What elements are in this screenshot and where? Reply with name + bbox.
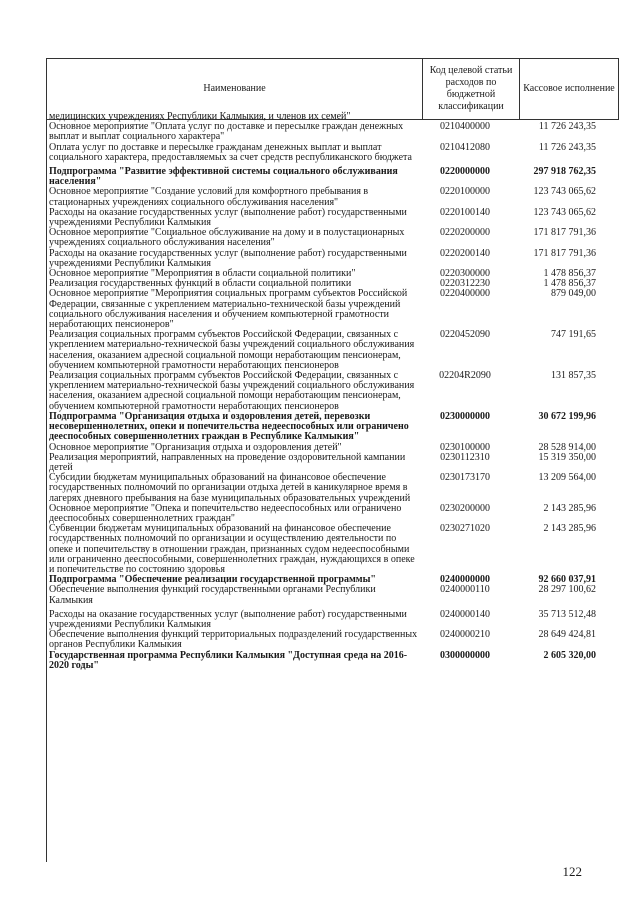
row-code: 0220400000	[440, 288, 490, 300]
row-sum: 171 817 791,36	[533, 247, 596, 259]
table-row	[47, 289, 606, 330]
table-row	[47, 143, 606, 163]
row-name: Расходы на оказание государственных услуг (выполнение работ) государственными учреждениями Республики Калмыкия	[49, 247, 407, 269]
table-row	[47, 330, 606, 371]
table-body	[46, 111, 606, 862]
row-name: Основное мероприятие "Создание условий для комфортного пребывания в стационарных учреждениях социального обслуживания населения"	[49, 186, 369, 208]
row-code: 0240000110	[440, 584, 490, 596]
row-code: 0220200000	[440, 227, 490, 239]
row-name: Государственная программа Республики Калмыкия "Доступная среда на 2016-2020 годы"	[49, 649, 408, 671]
row-sum: 13 209 564,00	[538, 472, 596, 484]
table-row	[47, 651, 606, 671]
row-name: Субсидии бюджетам муниципальных образований на финансовое обеспечение государственных полномочий по организации отдыха детей в каникулярное время в лагерях дневного пребывания на базе муниципальных образовательных учреждений	[49, 472, 411, 504]
header-code: Код целевой статьи расходов по бюджетной классификации	[423, 59, 520, 120]
row-code: 0220452090	[440, 329, 490, 341]
row-sum: 2 143 285,96	[543, 502, 596, 514]
row-sum: 1 478 856,37	[543, 268, 596, 280]
row-name: Основное мероприятие "Организация отдыха и оздоровления детей"	[49, 441, 342, 453]
row-name: Основное мероприятие "Мероприятия социальных программ субъектов Российской Федерации, связанные с укреплением материально-технической базы учреждений социального обслуживания населения и обучением компьютерной грамотности неработающих пенсионеров"	[49, 288, 408, 331]
row-sum: 15 319 350,00	[538, 451, 596, 463]
row-code: 0210412080	[440, 141, 490, 153]
table-row	[47, 504, 606, 524]
row-name: Оплата услуг по доставке и пересылке гражданам денежных выплат и выплат социального характера, предоставляемых за счет средств республиканского бюджета	[49, 141, 412, 163]
row-name: медицинских учреждениях Республики Калмыкия, и членов их семей"	[49, 111, 351, 122]
row-code: 0230200000	[440, 502, 490, 514]
table-row	[47, 473, 606, 504]
row-code: 0230112310	[440, 451, 490, 463]
row-name: Основное мероприятие "Опека и попечительство недееспособных или ограничено дееспособных совершеннолетних граждан"	[49, 502, 402, 524]
row-name: Обеспечение выполнения функций территориальных подразделений государственных органов Республики Калмыкия	[49, 629, 418, 651]
row-sum: 28 649 424,81	[538, 629, 596, 641]
row-sum: 131 857,35	[551, 370, 596, 382]
row-sum: 1 478 856,37	[543, 278, 596, 290]
table-row	[47, 371, 606, 412]
row-sum: 171 817 791,36	[533, 227, 596, 239]
row-code: 0240000140	[440, 608, 490, 620]
row-sum: 92 660 037,91	[538, 574, 596, 586]
row-code: 0230173170	[440, 472, 490, 484]
row-code: 0220100140	[440, 206, 490, 218]
row-code: 0230000000	[440, 410, 490, 422]
row-sum: 2 605 320,00	[543, 649, 596, 661]
table-row	[47, 249, 606, 269]
table-row	[47, 122, 606, 142]
row-name: Подпрограмма "Развитие эффективной системы социального обслуживания населения"	[49, 166, 398, 188]
table-row	[47, 453, 606, 473]
row-code: 0240000210	[440, 629, 490, 641]
row-code: 0300000000	[440, 649, 490, 661]
row-sum: 879 049,00	[551, 288, 596, 300]
row-sum: 11 726 243,35	[538, 141, 596, 153]
row-sum: 2 143 285,96	[543, 523, 596, 535]
row-name: Основное мероприятие "Социальное обслуживание на дому и в полустационарных учреждениях социального обслуживания населения"	[49, 227, 405, 249]
table-row	[47, 228, 606, 248]
row-code: 02204R2090	[439, 370, 491, 382]
table-row	[47, 524, 606, 575]
row-code: 0210400000	[440, 121, 490, 133]
row-name: Подпрограмма "Организация отдыха и оздоровления детей, перевозки несовершеннолетних, опеки и попечительства недееспособных или ограничено дееспособных совершеннолетних граждан в Республике Калмыкия"	[49, 410, 409, 443]
row-name: Реализация мероприятий, направленных на проведение оздоровительной кампании детей	[49, 451, 406, 473]
row-name: Основное мероприятие "Мероприятия в области социальной политики"	[49, 268, 356, 280]
row-sum: 747 191,65	[551, 329, 596, 341]
table-row	[47, 208, 606, 228]
row-sum: 123 743 065,62	[533, 186, 596, 198]
row-sum: 297 918 762,35	[533, 166, 596, 178]
row-sum: 28 297 100,62	[538, 584, 596, 596]
row-code: 0230271020	[440, 523, 490, 535]
row-name: Субвенции бюджетам муниципальных образований на финансовое обеспечение государственных полномочий по организации и осуществлению деятельности по опеке и попечительству в отношении граждан, признанных судом недееспособными или ограниченно дееспособными, совершеннолетних граждан, нуждающихся в опеке и попечительстве по состоянию здоровья	[49, 523, 415, 575]
row-code: 0240000000	[440, 574, 490, 586]
row-code: 0220100000	[440, 186, 490, 198]
row-name: Реализация государственных функций в области социальной политики	[49, 278, 352, 290]
row-name: Расходы на оказание государственных услуг (выполнение работ) государственными учреждениями Республики Калмыкия	[49, 608, 407, 630]
row-name: Основное мероприятие "Оплата услуг по доставке и пересылке граждан денежных выплат и выплат социального характера"	[49, 121, 404, 143]
row-sum: 30 672 199,96	[538, 410, 596, 422]
row-code: 0220300000	[440, 268, 490, 280]
row-name: Реализация социальных программ субъектов Российской Федерации, связанных с укреплением материально-технической базы учреждений социального обслуживания населения, оказанием адресной социальной помощи неработающим пенсионерам, обучением компьютерной грамотности неработающих пенсионеров	[49, 329, 415, 371]
row-name: Реализация социальных программ субъектов Российской Федерации, связанных с укреплением материально-технической базы учреждений социального обслуживания населения, оказанием адресной социальной помощи неработающим пенсионерам, обучением компьютерной грамотности неработающих пенсионеров	[49, 370, 415, 412]
row-sum: 35 713 512,48	[538, 608, 596, 620]
row-name: Подпрограмма "Обеспечение реализации государственной программы"	[49, 574, 376, 586]
row-name: Расходы на оказание государственных услуг (выполнение работ) государственными учреждениями Республики Калмыкия	[49, 206, 407, 229]
row-sum: 11 726 243,35	[538, 121, 596, 133]
header-sum: Кассовое исполнение	[520, 59, 619, 120]
row-code: 0220000000	[440, 166, 490, 178]
row-code: 0220200140	[440, 247, 490, 259]
row-name: Обеспечение выполнения функций государственными органами Республики Калмыкия	[49, 584, 376, 606]
row-sum: 123 743 065,62	[533, 206, 596, 218]
table-row	[47, 412, 606, 443]
table-row	[47, 187, 606, 207]
table-row	[47, 167, 606, 187]
row-sum: 28 528 914,00	[538, 441, 596, 453]
table-rows	[47, 112, 606, 671]
row-code: 0220312230	[440, 278, 490, 290]
table-row	[47, 630, 606, 650]
header-name: Наименование	[47, 59, 423, 120]
page-number: 122	[562, 864, 582, 879]
table-row	[47, 610, 606, 630]
table-row	[47, 585, 606, 605]
row-code: 0230100000	[440, 441, 490, 453]
